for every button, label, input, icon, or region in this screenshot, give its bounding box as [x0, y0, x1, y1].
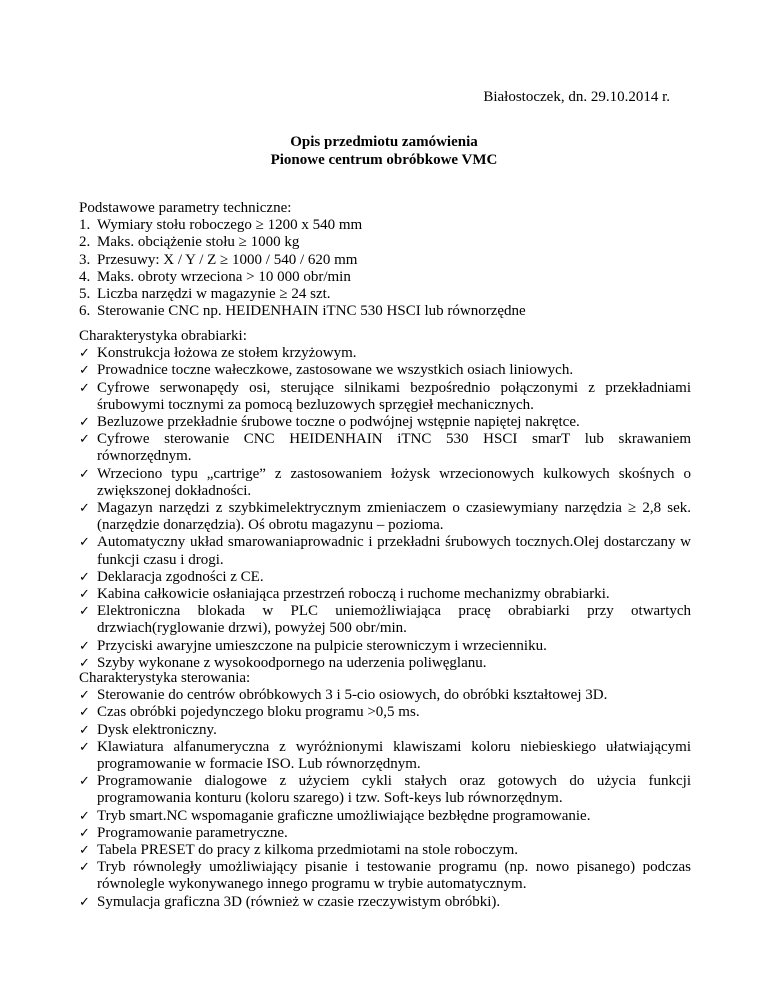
basic-params-list: [79, 217, 691, 320]
list-item: ✓ Kabina całkowicie osłaniająca przestrzeń roboczą i ruchome mechanizmy obrabiarki.: [79, 586, 610, 603]
check-icon: ✓: [79, 894, 90, 910]
check-icon: ✓: [79, 808, 90, 824]
list-item: 1. Wymiary stołu roboczego ≥ 1200 x 540 mm: [79, 217, 363, 234]
list-item: ✓ Cyfrowe sterowanie CNC HEIDENHAIN iTNC 530 HSCI smarT lub skrawaniem równorzędnym.: [79, 431, 691, 465]
check-icon: ✓: [79, 860, 90, 876]
list-item: ✓ Tryb równoległy umożliwiający pisanie i testowanie programu (np. nowo pisanego) podczas równolegle wykonywanego innego programu w trybie automatycznym.: [79, 859, 691, 893]
document-title: [0, 133, 768, 169]
machine-section: [79, 328, 691, 672]
list-item: ✓ Programowanie parametryczne.: [79, 824, 288, 841]
check-icon: ✓: [79, 739, 90, 755]
check-icon: ✓: [79, 774, 90, 790]
list-item: 4. Maks. obroty wrzeciona > 10 000 obr/min: [79, 268, 351, 285]
check-icon: ✓: [79, 501, 90, 517]
list-item: ✓ Automatyczny układ smarowaniaprowadnic i przekładni śrubowych tocznych.Olej dostarczany w funkcji czasu i drogi.: [79, 534, 691, 568]
check-icon: ✓: [79, 363, 90, 379]
basic-params-section: [79, 200, 691, 320]
list-item: ✓ Deklaracja zgodności z CE.: [79, 568, 264, 585]
list-item: ✓ Czas obróbki pojedynczego bloku programu >0,5 ms.: [79, 704, 420, 721]
list-item: ✓ Dysk elektroniczny.: [79, 721, 217, 738]
list-item: ✓ Szyby wykonane z wysokoodpornego na uderzenia poliwęglanu.: [79, 654, 487, 671]
check-icon: ✓: [79, 825, 90, 841]
place-date: Białostoczek, dn. 29.10.2014 r.: [483, 89, 670, 105]
check-icon: ✓: [79, 587, 90, 603]
list-item: ✓ Prowadnice toczne wałeczkowe, zastosowane we wszystkich osiach liniowych.: [79, 362, 574, 379]
check-icon: ✓: [79, 380, 90, 396]
list-item: ✓ Tryb smart.NC wspomaganie graficzne umożliwiające bezbłędne programowanie.: [79, 807, 591, 824]
list-item: ✓ Wrzeciono typu „cartrige” z zastosowaniem łożysk wrzecionowych kulkowych skośnych o zwiększonej dokładności.: [79, 465, 691, 499]
list-item: ✓ Magazyn narzędzi z szybkimelektrycznym zmieniaczem o czasiewymiany narzędzia ≥ 2,8 sek. (narzędzie donarzędzia). Oś obrotu magazynu – pozioma.: [79, 500, 691, 534]
list-item: ✓ Bezluzowe przekładnie śrubowe toczne o podwójnej wstępnie napiętej nakrętce.: [79, 414, 580, 431]
list-item: 3. Przesuwy: X / Y / Z ≥ 1000 / 540 / 620 mm: [79, 251, 358, 268]
check-icon: ✓: [79, 466, 90, 482]
check-icon: ✓: [79, 569, 90, 585]
control-heading: Charakterystyka sterowania:: [79, 670, 251, 686]
list-item: ✓ Sterowanie do centrów obróbkowych 3 i 5-cio osiowych, do obróbki kształtowej 3D.: [79, 687, 608, 704]
check-icon: ✓: [79, 535, 90, 551]
check-icon: ✓: [79, 432, 90, 448]
check-icon: ✓: [79, 655, 90, 671]
machine-heading: Charakterystyka obrabiarki:: [79, 328, 247, 344]
check-icon: ✓: [79, 346, 90, 362]
check-icon: ✓: [79, 688, 90, 704]
list-item: 5. Liczba narzędzi w magazynie ≥ 24 szt.: [79, 286, 331, 303]
list-item: ✓ Przyciski awaryjne umieszczone na pulpicie sterowniczym i wrzecienniku.: [79, 637, 547, 654]
control-section: [79, 670, 691, 911]
check-icon: ✓: [79, 722, 90, 738]
basic-params-heading: Podstawowe parametry techniczne:: [79, 200, 292, 216]
check-icon: ✓: [79, 705, 90, 721]
list-item: ✓ Cyfrowe serwonapędy osi, sterujące silnikami bezpośrednio połączonymi z przekładniami śrubowymi tocznymi za pomocą bezluzowych sprzęgieł mechanicznych.: [79, 379, 691, 413]
list-item: ✓ Klawiatura alfanumeryczna z wyróżnionymi klawiszami koloru niebieskiego ułatwiającymi programowanie w formacie ISO. Lub równorzędnym.: [79, 738, 691, 773]
list-item: 2. Maks. obciążenie stołu ≥ 1000 kg: [79, 234, 300, 251]
check-icon: ✓: [79, 604, 90, 620]
list-item: 6. Sterowanie CNC np. HEIDENHAIN iTNC 530 HSCI lub równorzędne: [79, 303, 526, 320]
title-line-2: Pionowe centrum obróbkowe VMC: [270, 152, 498, 168]
check-icon: ✓: [79, 415, 90, 431]
list-item: ✓ Programowanie dialogowe z użyciem cykli stałych oraz gotowych do użycia funkcji programowania konturu (koloru szarego) i tzw. Soft-keys lub równorzędnym.: [79, 773, 691, 807]
machine-list: [79, 345, 691, 672]
title-line-1: Opis przedmiotu zamówienia: [290, 134, 478, 150]
list-item: ✓ Symulacja graficzna 3D (również w czasie rzeczywistym obróbki).: [79, 893, 501, 910]
check-icon: ✓: [79, 843, 90, 859]
list-item: ✓ Konstrukcja łożowa ze stołem krzyżowym.: [79, 345, 357, 362]
list-item: ✓ Tabela PRESET do pracy z kilkoma przedmiotami na stole roboczym.: [79, 842, 519, 859]
control-list: [79, 687, 691, 911]
check-icon: ✓: [79, 638, 90, 654]
list-item: ✓ Elektroniczna blokada w PLC uniemożliwiająca pracę obrabiarki przy otwartych drzwiach(ryglowanie drzwi), powyżej 500 obr/min.: [79, 603, 691, 637]
